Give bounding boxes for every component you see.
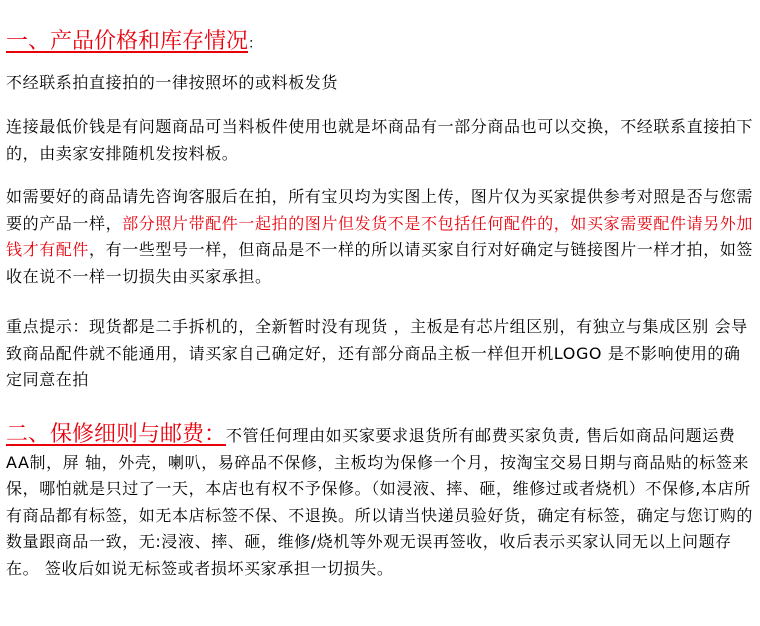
section2-title: 二、保修细则与邮费：	[6, 422, 227, 447]
paragraph-3-red-notice: 部分照片带配件一起拍的图片但发货不是不包括任何配件的，如买家需要配件请另外加钱才有配件	[6, 213, 754, 259]
paragraph-3	[6, 184, 754, 290]
section1-colon: ：	[248, 36, 263, 52]
paragraph-1: 不经联系拍直接拍的一律按照坏的或料板发货	[6, 73, 339, 92]
section1-heading	[6, 24, 262, 55]
paragraph-3-part2: ，有一些型号一样，但商品是不一样的所以请买家自行对好确定与链接图片一样才拍，如签收在说不一样一切损失由买家承担。	[6, 240, 754, 286]
section1-title: 一、产品价格和库存情况	[6, 29, 249, 54]
paragraph-3-part1: 如需要好的商品请先咨询客服后在拍，所有宝贝均为实图上传，图片仅为买家提供参考对照是否与您需要的产品一样，	[6, 187, 754, 233]
section2	[6, 422, 754, 582]
paragraph-2: 连接最低价钱是有问题商品可当料板件使用也就是坏商品有一部分商品也可以交换，不经联系直接拍下的，由卖家安排随机发按料板。	[6, 117, 754, 163]
paragraph-4: 重点提示：现货都是二手拆机的，全新暂时没有现货 ，主板是有芯片组区别，有独立与集成区别 会导致商品配件就不能通用，请买家自己确定好，还有部分商品主板一样但开机LOGO 是不影响使用的确定同意在拍	[6, 317, 748, 389]
section2-body: 不管任何理由如买家要求退货所有邮费买家负责, 售后如商品问题运费AA制，屏 轴，外壳，喇叭，易碎品不保修，主板均为保修一个月，按淘宝交易日期与商品贴的标签来保，哪怕就是只过了一天，本店也有权不予保修。（如浸液、摔、砸，维修过或者烧机）不保修,本店所有商品都有标签，如无本店标签不保、不退换。所以请当快递员验好货，确定有标签，确定与您订购的数量跟商品一致，无:浸液、摔、砸，维修/烧机等外观无误再签收，收后表示买家认同无以上问题存在。 签收后如说无标签或者损坏买家承担一切损失。	[6, 426, 754, 578]
